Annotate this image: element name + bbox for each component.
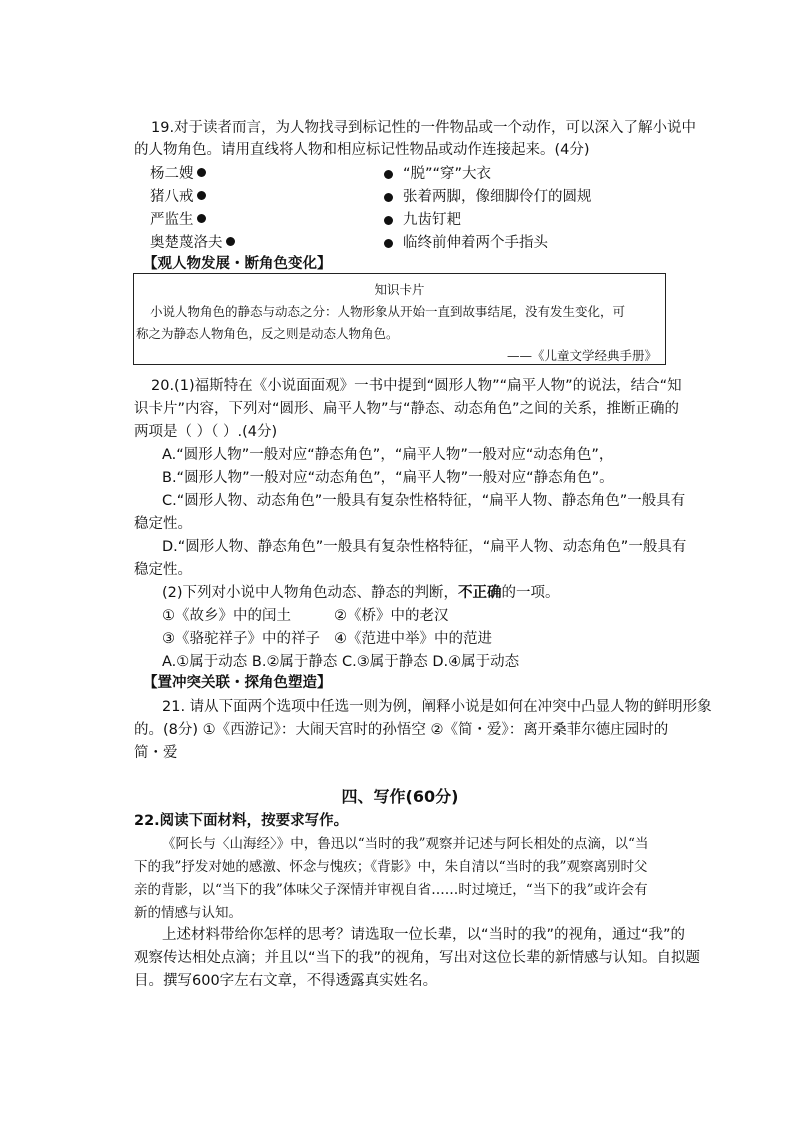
match-right-1: “脱”“穿”大衣 bbox=[403, 166, 492, 182]
material-line2: 下的我”抒发对她的感激、怀念与愧疚；《背影》中，朱自清以“当时的我”观察离别时父 bbox=[134, 859, 648, 875]
bullet-dot-icon bbox=[384, 239, 393, 248]
q20-part2: (2)下列对小说中人物角色动态、静态的判断，不正确的一项。 bbox=[162, 585, 560, 601]
bullet-dot-icon bbox=[384, 170, 393, 179]
q19-line1: 19.对于读者而言，为人物找寻到标记性的一件物品或一个动作，可以深入了解小说中 bbox=[151, 120, 697, 136]
q20-answers: A.①属于动态 B.②属于静态 C.③属于静态 D.④属于动态 bbox=[162, 654, 520, 670]
q20-option-d: D.“圆形人物、静态角色”一般具有复杂性格特征，“扁平人物、动态角色”一般具有 bbox=[162, 539, 687, 555]
q20-line1: 20.(1)福斯特在《小说面面观》一书中提到“圆形人物”“扁平人物”的说法，结合“知 bbox=[151, 378, 682, 394]
match-left-1: 杨二嫂 bbox=[150, 164, 206, 184]
material-line3: 亲的背影，以“当下的我”体味父子深情并审视自省……时过境迁，“当下的我”或许会有 bbox=[134, 882, 648, 898]
bullet-dot-icon bbox=[197, 214, 206, 223]
material-line1: 《阿长与〈山海经〉》中，鲁迅以“当时的我”观察并记述与阿长相处的点滴，以“当 bbox=[162, 836, 649, 852]
bullet-dot-icon bbox=[226, 237, 235, 246]
card-body-line1: 小说人物角色的静态与动态之分：人物形象从开始一直到故事结尾，没有发生变化，可 bbox=[150, 304, 626, 319]
section-title: 四、写作(60分) bbox=[341, 787, 459, 806]
q20-item-2: ②《桥》中的老汉 bbox=[334, 608, 449, 624]
bullet-dot-icon bbox=[197, 191, 206, 200]
q19-line2: 的人物角色。请用直线将人物和相应标记性物品或动作连接起来。(4分) bbox=[134, 142, 590, 158]
match-left-2: 猪八戒 bbox=[150, 187, 206, 207]
requirement-line1: 上述材料带给你怎样的思考？请选取一位长辈，以“当时的我”的视角，通过“我”的 bbox=[162, 927, 686, 943]
q20-option-c: C.“圆形人物、动态角色”一般具有复杂性格特征，“扁平人物、静态角色”一般具有 bbox=[162, 493, 686, 509]
q22-heading: 22.阅读下面材料，按要求写作。 bbox=[134, 813, 349, 829]
section-heading: 【置冲突关联・探角色塑造】 bbox=[143, 675, 332, 691]
match-right-2: 张着两脚，像细脚伶仃的圆规 bbox=[403, 189, 592, 205]
q20-option-b: B.“圆形人物”一般对应“动态角色”，“扁平人物”一般对应“静态角色”。 bbox=[162, 470, 614, 486]
q21-line3: 简・爱 bbox=[134, 745, 178, 761]
section-heading: 【观人物发展・断角色变化】 bbox=[143, 256, 332, 272]
knowledge-card bbox=[133, 273, 666, 365]
q20-item-3: ③《骆驼祥子》中的祥子 bbox=[162, 631, 320, 647]
bullet-dot-icon bbox=[197, 168, 206, 177]
q20-line3: 两项是（ ）（ ）.(4分) bbox=[134, 424, 278, 440]
q20-line2: 识卡片”内容，下列对“圆形、扁平人物”与“静态、动态角色”之间的关系，推断正确的 bbox=[134, 401, 680, 417]
match-left-3: 严监生 bbox=[150, 210, 206, 230]
bullet-dot-icon bbox=[384, 216, 393, 225]
q21-line2: 的。(8分) ①《西游记》：大闹天宫时的孙悟空 ②《简・爱》：离开桑菲尔德庄园时的 bbox=[134, 722, 669, 738]
q20-option-a: A.“圆形人物”一般对应“静态角色”，“扁平人物”一般对应“动态角色”， bbox=[162, 447, 614, 463]
match-left-4: 奥楚蔑洛夫 bbox=[150, 233, 235, 253]
card-source: ——《儿童文学经典手册》 bbox=[506, 348, 657, 363]
requirement-line2: 观察传达相处点滴；并且以“当下的我”的视角，写出对这位长辈的新情感与认知。自拟题 bbox=[134, 950, 701, 966]
match-right-4: 临终前伸着两个手指头 bbox=[403, 235, 548, 251]
card-title: 知识卡片 bbox=[374, 282, 425, 297]
match-right-3: 九齿钉耙 bbox=[403, 212, 461, 228]
bullet-dot-icon bbox=[384, 193, 393, 202]
q20-item-1: ①《故乡》中的闰土 bbox=[162, 608, 291, 624]
card-body-line2: 称之为静态人物角色，反之则是动态人物角色。 bbox=[136, 326, 399, 341]
q20-item-4: ④《范进中举》中的范进 bbox=[334, 631, 492, 647]
q21-line1: 21. 请从下面两个选项中任选一则为例，阐释小说是如何在冲突中凸显人物的鲜明形象 bbox=[162, 699, 712, 715]
q20-option-d-cont: 稳定性。 bbox=[134, 562, 192, 578]
material-line4: 新的情感与认知。 bbox=[134, 905, 242, 921]
requirement-line3: 目。撰写600字左右文章，不得透露真实姓名。 bbox=[134, 973, 438, 989]
q20-option-c-cont: 稳定性。 bbox=[134, 516, 192, 532]
